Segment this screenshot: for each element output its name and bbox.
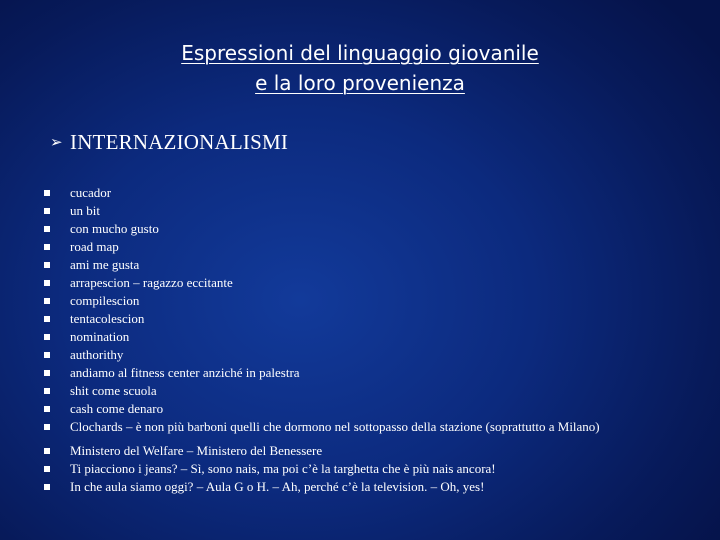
list-item: [44, 238, 644, 256]
section-heading: [50, 128, 289, 156]
square-bullet-icon: [44, 256, 70, 274]
square-bullet-icon: [44, 442, 70, 460]
list-item: [44, 184, 644, 202]
square-bullet-icon: [44, 184, 70, 202]
list-item-text: Clochards – è non più barboni quelli che dormono nel sottopasso della stazione (soprattutto a Milano): [70, 419, 600, 434]
list-item-text: cucador: [70, 185, 112, 200]
list-item: [44, 442, 644, 460]
slide-title-line-2: e la loro provenienza: [255, 71, 465, 95]
square-bullet-icon: [44, 400, 70, 418]
list-item: [44, 418, 644, 442]
list-item-text: con mucho gusto: [70, 221, 159, 236]
square-bullet-icon: [44, 460, 70, 478]
square-bullet-icon: [44, 418, 70, 436]
list-item-text: Ministero del Welfare – Ministero del Benessere: [70, 443, 323, 458]
list-item-text: authorithy: [70, 347, 124, 362]
list-item: [44, 382, 644, 400]
list-item-text: andiamo al fitness center anziché in palestra: [70, 365, 300, 380]
square-bullet-icon: [44, 202, 70, 220]
square-bullet-icon: [44, 220, 70, 238]
section-heading-text: INTERNAZIONALISMI: [70, 129, 289, 154]
square-bullet-icon: [44, 274, 70, 292]
list-item-text: In che aula siamo oggi? – Aula G o H. – Ah, perché c’è la television. – Oh, yes!: [70, 479, 485, 494]
list-item-text: road map: [70, 239, 119, 254]
square-bullet-icon: [44, 328, 70, 346]
list-item-text: nomination: [70, 329, 130, 344]
list-item: [44, 364, 644, 382]
square-bullet-icon: [44, 382, 70, 400]
list-item: [44, 460, 644, 478]
list-item: [44, 400, 644, 418]
list-item-text: tentacolescion: [70, 311, 145, 326]
list-item: [44, 292, 644, 310]
square-bullet-icon: [44, 292, 70, 310]
square-bullet-icon: [44, 238, 70, 256]
square-bullet-icon: [44, 310, 70, 328]
list-item: [44, 274, 644, 292]
list-item-text: shit come scuola: [70, 383, 157, 398]
slide-title-line-1: Espressioni del linguaggio giovanile: [181, 41, 539, 65]
list-item-text: cash come denaro: [70, 401, 164, 416]
square-bullet-icon: [44, 478, 70, 496]
list-item-text: compilescion: [70, 293, 140, 308]
list-item: [44, 346, 644, 364]
list-item: [44, 310, 644, 328]
list-item: [44, 202, 644, 220]
list-item-text: arrapescion – ragazzo eccitante: [70, 275, 233, 290]
list-item: [44, 328, 644, 346]
list-item: [44, 478, 644, 496]
square-bullet-icon: [44, 364, 70, 382]
arrow-bullet-icon: ➢: [50, 133, 63, 151]
slide-title: [0, 38, 720, 98]
list-item-text: ami me gusta: [70, 257, 140, 272]
list-item-text: un bit: [70, 203, 100, 218]
list-item: [44, 256, 644, 274]
expression-list: [44, 184, 644, 496]
list-item-text: Ti piacciono i jeans? – Sì, sono nais, ma poi c’è la targhetta che è più nais ancora!: [70, 461, 496, 476]
list-item: [44, 220, 644, 238]
square-bullet-icon: [44, 346, 70, 364]
